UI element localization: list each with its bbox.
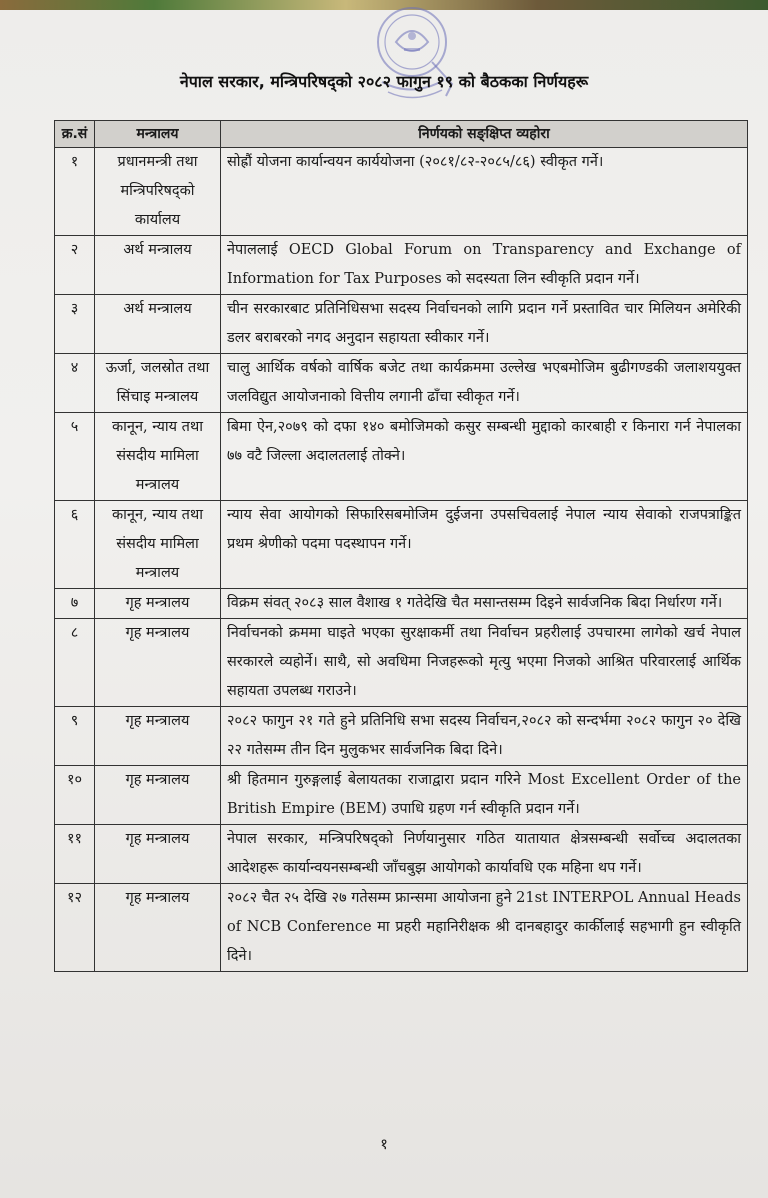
header-ministry: मन्त्रालय xyxy=(95,121,221,148)
row-ministry: गृह मन्त्रालय xyxy=(95,766,221,825)
row-serial-number: ६ xyxy=(55,501,95,589)
row-serial-number: ८ xyxy=(55,619,95,707)
row-ministry: अर्थ मन्त्रालय xyxy=(95,236,221,295)
row-serial-number: ७ xyxy=(55,589,95,619)
row-decision: २०८२ चैत २५ देखि २७ गतेसम्म फ्रान्समा आयोजना हुने 21st INTERPOL Annual Heads of NCB Conference मा प्रहरी महानिरीक्षक श्री दानबहादुर कार्कीलाई सहभागी हुन स्वीकृति दिने। xyxy=(221,884,748,972)
row-serial-number: ३ xyxy=(55,295,95,354)
row-ministry: प्रधानमन्त्री तथा मन्त्रिपरिषद्को कार्यालय xyxy=(95,148,221,236)
row-decision: न्याय सेवा आयोगको सिफारिसबमोजिम दुईजना उपसचिवलाई नेपाल न्याय सेवाको राजपत्राङ्कित प्रथम श्रेणीको पदमा पदस्थापन गर्ने। xyxy=(221,501,748,589)
table-row xyxy=(55,354,748,413)
row-serial-number: २ xyxy=(55,236,95,295)
table-row xyxy=(55,148,748,236)
row-decision: २०८२ फागुन २१ गते हुने प्रतिनिधि सभा सदस्य निर्वाचन,२०८२ को सन्दर्भमा २०८२ फागुन २० देखि २२ गतेसम्म तीन दिन मुलुकभर सार्वजनिक बिदा दिने। xyxy=(221,707,748,766)
row-ministry: अर्थ मन्त्रालय xyxy=(95,295,221,354)
header-decision: निर्णयको सङ्क्षिप्त व्यहोरा xyxy=(221,121,748,148)
row-ministry: ऊर्जा, जलस्रोत तथा सिंचाइ मन्त्रालय xyxy=(95,354,221,413)
row-decision: श्री हितमान गुरुङ्गलाई बेलायतका राजाद्वारा प्रदान गरिने Most Excellent Order of the British Empire (BEM) उपाधि ग्रहण गर्न स्वीकृति प्रदान गर्ने। xyxy=(221,766,748,825)
row-decision: नेपाललाई OECD Global Forum on Transparency and Exchange of Information for Tax Purposes को सदस्यता लिन स्वीकृति प्रदान गर्ने। xyxy=(221,236,748,295)
row-serial-number: ५ xyxy=(55,413,95,501)
row-serial-number: ४ xyxy=(55,354,95,413)
row-decision: चीन सरकारबाट प्रतिनिधिसभा सदस्य निर्वाचनको लागि प्रदान गर्ने प्रस्तावित चार मिलियन अमेरिकी डलर बराबरको नगद अनुदान सहायता स्वीकार गर्ने। xyxy=(221,295,748,354)
row-decision: बिमा ऐन,२०७९ को दफा १४० बमोजिमको कसुर सम्बन्धी मुद्दाको कारबाही र किनारा गर्न नेपालका ७७ वटै जिल्ला अदालतलाई तोक्ने। xyxy=(221,413,748,501)
row-ministry: कानून, न्याय तथा संसदीय मामिला मन्त्रालय xyxy=(95,501,221,589)
row-serial-number: १० xyxy=(55,766,95,825)
row-decision: निर्वाचनको क्रममा घाइते भएका सुरक्षाकर्मी तथा निर्वाचन प्रहरीलाई उपचारमा लागेको खर्च नेपाल सरकारले व्यहोर्ने। साथै, सो अवधिमा निजहरूको मृत्यु भएमा निजको आश्रित परिवारलाई आर्थिक सहायता उपलब्ध गराउने। xyxy=(221,619,748,707)
row-ministry: गृह मन्त्रालय xyxy=(95,884,221,972)
row-serial-number: १२ xyxy=(55,884,95,972)
row-serial-number: ११ xyxy=(55,825,95,884)
row-decision: चालु आर्थिक वर्षको वार्षिक बजेट तथा कार्यक्रममा उल्लेख भएबमोजिम बुढीगण्डकी जलाशययुक्त जलविद्युत आयोजनाको वित्तीय लगानी ढाँचा स्वीकृत गर्ने। xyxy=(221,354,748,413)
row-decision: सोह्रौं योजना कार्यान्वयन कार्ययोजना (२०८१/८२-२०८५/८६) स्वीकृत गर्ने। xyxy=(221,148,748,236)
row-decision: नेपाल सरकार, मन्त्रिपरिषद्को निर्णयानुसार गठित यातायात क्षेत्रसम्बन्धी सर्वोच्च अदालतका आदेशहरू कार्यान्वयनसम्बन्धी जाँचबुझ आयोगको कार्यावधि एक महिना थप गर्ने। xyxy=(221,825,748,884)
page-title: नेपाल सरकार, मन्त्रिपरिषद्को २०८२ फागुन १९ को बैठकका निर्णयहरू xyxy=(179,72,589,91)
row-decision: विक्रम संवत् २०८३ साल वैशाख १ गतेदेखि चैत मसान्तसम्म दिइने सार्वजनिक बिदा निर्धारण गर्ने। xyxy=(221,589,748,619)
table-row xyxy=(55,766,748,825)
row-ministry: कानून, न्याय तथा संसदीय मामिला मन्त्रालय xyxy=(95,413,221,501)
table-row xyxy=(55,825,748,884)
page-number: १ xyxy=(380,1135,388,1153)
row-ministry: गृह मन्त्रालय xyxy=(95,589,221,619)
table-row xyxy=(55,707,748,766)
table-header-row xyxy=(55,121,748,148)
decisions-table xyxy=(54,120,748,972)
table-row xyxy=(55,295,748,354)
table-row xyxy=(55,589,748,619)
table-row xyxy=(55,884,748,972)
row-ministry: गृह मन्त्रालय xyxy=(95,707,221,766)
row-serial-number: १ xyxy=(55,148,95,236)
row-ministry: गृह मन्त्रालय xyxy=(95,619,221,707)
official-seal-stamp xyxy=(352,2,472,110)
table-row xyxy=(55,619,748,707)
row-ministry: गृह मन्त्रालय xyxy=(95,825,221,884)
row-serial-number: ९ xyxy=(55,707,95,766)
table-row xyxy=(55,501,748,589)
table-row xyxy=(55,236,748,295)
table-row xyxy=(55,413,748,501)
header-serial-number: क्र.सं xyxy=(55,121,95,148)
